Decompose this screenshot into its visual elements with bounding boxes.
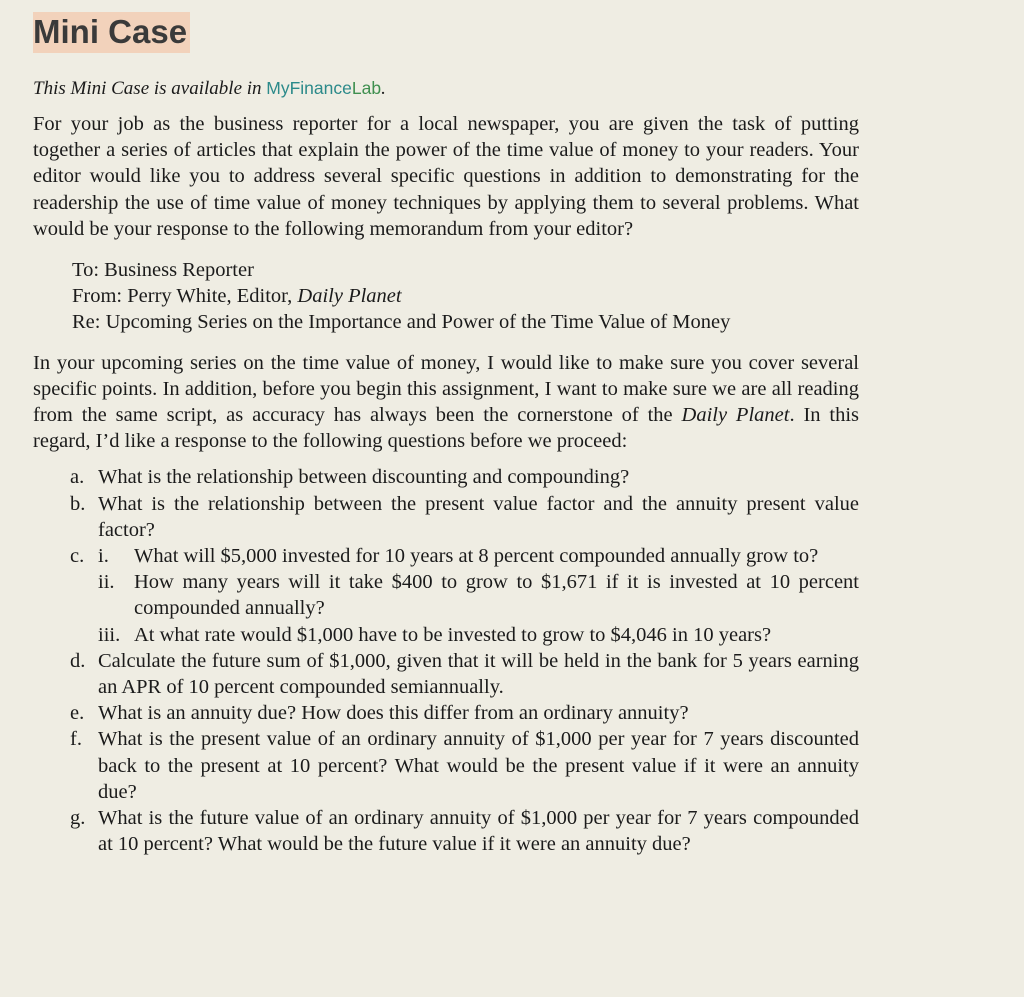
question-label: b. [70, 492, 86, 515]
question-item-g [70, 805, 859, 857]
question-text: What is the future value of an ordinary annuity of $1,000 per year for 7 years compounded at 10 percent? What would be the future value if it were an annuity due? [98, 807, 859, 856]
availability-text: This Mini Case is available in [33, 78, 262, 99]
request-paper: Daily Planet [681, 404, 790, 427]
question-label: a. [70, 466, 85, 489]
mini-case-page [33, 12, 859, 857]
question-item-d [70, 648, 859, 700]
sub-question-text: How many years will it take $400 to grow to $1,671 if it is invested at 10 percent compounded annually? [134, 571, 859, 620]
memo-from-prefix: From: Perry White, Editor, [72, 285, 293, 308]
question-list [70, 464, 859, 857]
sub-question-iii [98, 622, 859, 648]
question-text: Calculate the future sum of $1,000, given that it will be held in the bank for 5 years earning an APR of 10 percent compounded semiannually. [98, 649, 859, 699]
memo-from-paper: Daily Planet [297, 285, 402, 308]
memo-re: Re: Upcoming Series on the Importance and Power of the Time Value of Money [72, 311, 731, 334]
request-part2: . In this regard, I’d like a response to the following questions before we proceed: [33, 404, 859, 453]
sub-question-ii [98, 569, 859, 621]
sub-question-list [98, 543, 859, 648]
sub-question-label: iii. [98, 623, 121, 646]
question-label: f. [70, 728, 82, 751]
question-item-b [70, 491, 859, 543]
question-label: c. [70, 545, 85, 568]
request-part1: In your upcoming series on the time value of money, I would like to make sure you cover several specific points. In addition, before you begin this assignment, I want to make sure we are all reading from the same script, as accuracy has always been the cornerstone of the [33, 351, 859, 427]
question-item-a [70, 464, 859, 490]
question-label: e. [70, 702, 85, 725]
section-heading: Mini Case [33, 12, 190, 53]
brand-lab: Lab [351, 78, 382, 98]
sub-question-label: i. [98, 545, 109, 568]
memo-header [72, 257, 859, 336]
question-label: d. [70, 649, 86, 672]
question-text: What is an annuity due? How does this differ from an ordinary annuity? [98, 702, 689, 725]
request-paragraph [33, 350, 859, 455]
question-text: What is the relationship between discounting and compounding? [98, 466, 630, 489]
question-item-c [70, 543, 859, 648]
question-text: What is the present value of an ordinary annuity of $1,000 per year for 7 years discounted back to the present at 10 percent? What would be the present value if it were an annuity due? [98, 728, 859, 803]
sub-question-text: At what rate would $1,000 have to be invested to grow to $4,046 in 10 years? [134, 623, 772, 646]
question-label: g. [70, 807, 86, 830]
sub-question-i [98, 543, 859, 569]
sub-question-text: What will $5,000 invested for 10 years at 8 percent compounded annually grow to? [134, 545, 819, 568]
availability-period: . [381, 78, 386, 99]
availability-line [33, 76, 859, 101]
question-text: What is the relationship between the present value factor and the annuity present value factor? [98, 492, 859, 541]
memo-from [72, 283, 859, 309]
sub-question-label: ii. [98, 571, 115, 594]
question-item-e [70, 700, 859, 726]
brand-my: MyFinance [266, 78, 352, 98]
myfinancelab-logo [266, 78, 381, 98]
intro-paragraph: For your job as the business reporter for a local newspaper, you are given the task of putting together a series of articles that explain the power of the time value of money to your readers. Your editor would like you to address several specific questions in addition to demonstrating for the readership the use of time value of money techniques by applying them to several problems. What would be your response to the following memorandum from your editor? [33, 113, 859, 240]
memo-to: To: Business Reporter [72, 259, 254, 282]
question-item-f [70, 726, 859, 805]
